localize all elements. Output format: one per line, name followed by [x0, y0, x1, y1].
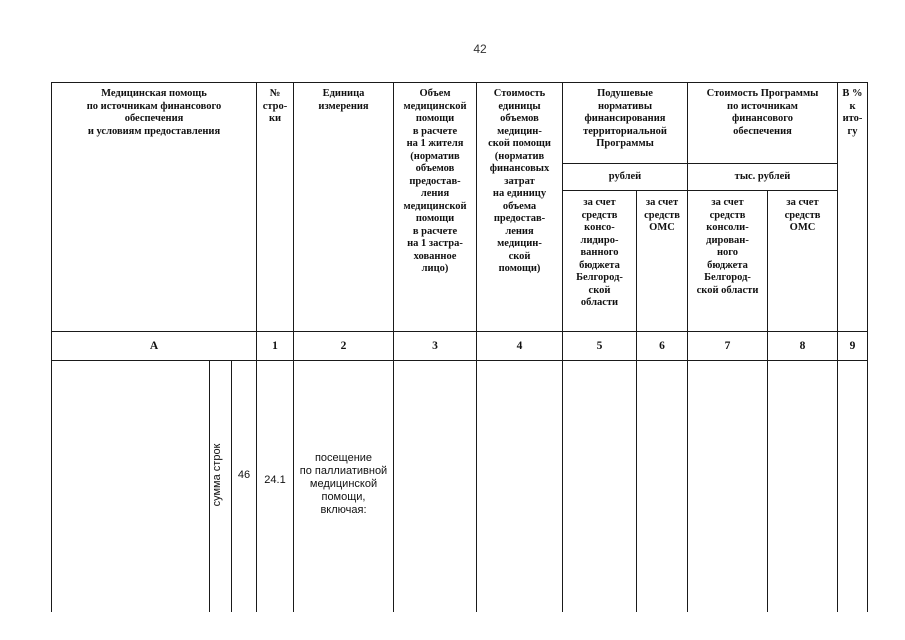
column-number-1: 1: [272, 339, 278, 352]
header-unit-rubles: рублей: [608, 170, 642, 182]
table-border-top: [51, 82, 868, 83]
header-col-9-percent: В % к ито- гу: [842, 88, 863, 137]
column-number-3: 3: [432, 339, 438, 352]
header-col-2-volume: Объем медицинской помощи в расчете на 1 жителя (норматив объемов предостав- ления медицинской помощи в расчете на 1 застра- хованное лицо): [403, 88, 467, 274]
column-number-4: 4: [516, 339, 523, 352]
column-number-2: 2: [340, 339, 347, 352]
column-number-6: 6: [659, 339, 665, 352]
header-col-7-regional-budget: за счет средств консоли- дирован- ного бюджета Белгород- ской области: [696, 197, 759, 296]
col-divider-5-6: [636, 190, 637, 612]
header-col-row-number: № стро- ки: [262, 88, 288, 124]
header-group-program-cost: Стоимость Программы по источникам финансового обеспечения: [706, 88, 819, 137]
table-border-right: [867, 82, 868, 612]
column-number-9: 9: [849, 339, 856, 352]
row-subdivider-2: [231, 360, 232, 612]
header-col-1-unit: Единица измерения: [318, 88, 369, 112]
row-unit-text: посещение по паллиативной медицинской помощи, включая:: [299, 452, 388, 516]
column-number-8: 8: [799, 339, 806, 352]
header-unit-thousand-rubles: тыс. рублей: [734, 170, 791, 182]
column-number-7: 7: [724, 339, 731, 352]
header-col-8-oms: за счет средств ОМС: [784, 197, 821, 233]
row-ref-number: 46: [237, 468, 251, 481]
colnum-bottom-line: [51, 360, 868, 361]
subheader-line-split: [562, 190, 837, 191]
header-col-3-unit-cost: Стоимость единицы объемов медицин- ской помощи (норматив финансовых затрат на единицу объема предостав- ления медицин- ской помощи): [488, 88, 551, 274]
header-col-5-regional-budget: за счет средств консо- лидиро- ванного бюджета Белгород- ской области: [576, 197, 623, 308]
row-line-number: 24.1: [264, 473, 286, 486]
column-number-a: А: [149, 339, 159, 352]
column-number-5: 5: [596, 339, 603, 352]
header-group-per-capita: Подушевые нормативы финансирования территориальной Программы: [583, 88, 667, 149]
row-rotated-label: сумма строк: [211, 443, 223, 507]
header-col-6-oms: за счет средств ОМС: [644, 197, 680, 233]
header-col-a: Медицинская помощь по источникам финансового обеспечения и условиям предоставления: [86, 88, 222, 137]
col-divider-7-8: [767, 190, 768, 612]
page-number: 42: [473, 42, 487, 56]
